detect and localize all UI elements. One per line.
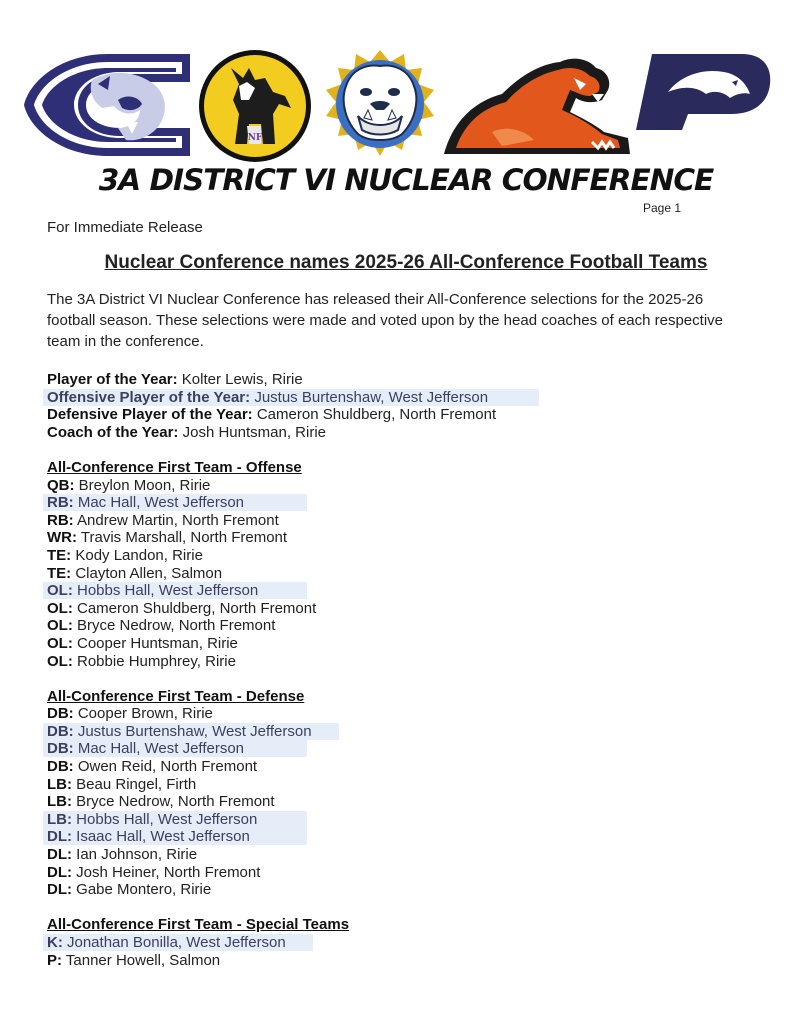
position-label: DL: xyxy=(47,846,72,864)
intro-paragraph: The 3A District VI Nuclear Conference has released their All-Conference selections for the 2025-26 football season. These selections were made and voted upon by the head coaches of each respective team in the conference. xyxy=(47,291,723,350)
svg-text:NF: NF xyxy=(247,133,263,143)
list-item xyxy=(47,565,496,583)
player-name: Bryce Nedrow, North Fremont xyxy=(77,617,276,635)
section-heading-offense: All-Conference First Team - Offense xyxy=(47,458,302,476)
award-value: Kolter Lewis, Ririe xyxy=(181,371,303,388)
player-name: Owen Reid, North Fremont xyxy=(77,758,258,776)
position-label: DB: xyxy=(47,705,74,723)
husky-logo xyxy=(195,48,315,164)
list-item xyxy=(47,653,496,671)
position-label: WR: xyxy=(47,529,77,547)
player-name: Gabe Montero, Ririe xyxy=(76,881,212,899)
position-label: DB: xyxy=(47,740,74,758)
player-name: Beau Ringel, Firth xyxy=(76,775,197,793)
list-item xyxy=(47,758,496,776)
player-name: Cooper Huntsman, Ririe xyxy=(77,634,238,652)
list-item xyxy=(47,705,496,723)
position-label: LB: xyxy=(47,810,72,828)
conference-title: 3A DISTRICT VI NUCLEAR CONFERENCE xyxy=(98,163,714,197)
position-label: K: xyxy=(47,934,63,951)
award-value: Justus Burtenshaw, West Jefferson xyxy=(254,388,489,406)
position-label: RB: xyxy=(47,494,74,512)
player-name: Cooper Brown, Ririe xyxy=(77,705,213,723)
list-item xyxy=(47,529,496,547)
player-name: Breylon Moon, Ririe xyxy=(78,476,211,494)
position-label: DB: xyxy=(47,758,74,776)
award-label: Player of the Year: xyxy=(47,371,178,388)
section-heading-special-teams: All-Conference First Team - Special Teams xyxy=(47,916,350,934)
release-label: For Immediate Release xyxy=(47,219,203,236)
position-label: OL: xyxy=(47,617,73,635)
position-label: DB: xyxy=(47,722,74,740)
bear-logo xyxy=(442,54,632,158)
list-item xyxy=(47,512,496,530)
position-label: TE: xyxy=(47,564,72,582)
position-label: RB: xyxy=(47,511,74,529)
player-name: Justus Burtenshaw, West Jefferson xyxy=(77,722,312,740)
award-label: Defensive Player of the Year: xyxy=(47,406,253,424)
player-name: Mac Hall, West Jefferson xyxy=(77,740,245,758)
player-name: Robbie Humphrey, Ririe xyxy=(77,652,236,670)
player-name: Hobbs Hall, West Jefferson xyxy=(76,810,258,828)
award-coach xyxy=(47,424,496,442)
position-label: OL: xyxy=(47,582,73,600)
player-name: Isaac Hall, West Jefferson xyxy=(76,828,250,846)
list-item xyxy=(47,600,496,618)
list-item xyxy=(47,547,496,565)
list-item xyxy=(47,881,496,899)
player-name: Kody Landon, Ririe xyxy=(75,546,203,564)
player-name: Josh Heiner, North Fremont xyxy=(76,863,261,881)
position-label: P: xyxy=(47,951,62,969)
list-item xyxy=(47,477,496,495)
award-label: Coach of the Year: xyxy=(47,423,179,441)
position-label: TE: xyxy=(47,546,72,564)
list-item xyxy=(47,934,496,952)
headline: Nuclear Conference names 2025-26 All-Conference Football Teams xyxy=(104,252,708,273)
position-label: DL: xyxy=(47,828,72,846)
position-label: OL: xyxy=(47,599,73,617)
award-offensive-player xyxy=(47,389,496,407)
player-name: Andrew Martin, North Fremont xyxy=(77,511,279,529)
list-item xyxy=(47,723,496,741)
list-item xyxy=(47,617,496,635)
selections-list xyxy=(47,371,496,969)
player-name: Travis Marshall, North Fremont xyxy=(80,529,288,547)
list-item xyxy=(47,494,496,512)
award-value: Cameron Shuldberg, North Fremont xyxy=(256,406,497,424)
position-label: OL: xyxy=(47,652,73,670)
list-item xyxy=(47,740,496,758)
list-item xyxy=(47,793,496,811)
list-item xyxy=(47,864,496,882)
player-name: Clayton Allen, Salmon xyxy=(75,564,223,582)
position-label: OL: xyxy=(47,634,73,652)
award-label: Offensive Player of the Year: xyxy=(47,388,251,406)
player-name: Tanner Howell, Salmon xyxy=(65,951,221,969)
list-item xyxy=(47,846,496,864)
position-label: LB: xyxy=(47,775,72,793)
player-name: Ian Johnson, Ririe xyxy=(76,846,198,864)
panther-p-logo xyxy=(632,52,772,132)
list-item xyxy=(47,952,496,970)
position-label: LB: xyxy=(47,793,72,811)
list-item xyxy=(47,582,496,600)
position-label: DL: xyxy=(47,863,72,881)
section-heading-defense: All-Conference First Team - Defense xyxy=(47,687,305,705)
player-name: Mac Hall, West Jefferson xyxy=(77,494,245,512)
list-item xyxy=(47,811,496,829)
logo-strip xyxy=(0,40,791,170)
player-name: Bryce Nedrow, North Fremont xyxy=(76,793,275,811)
cougar-logo xyxy=(22,50,194,160)
page-number: Page 1 xyxy=(643,201,682,215)
player-name: Jonathan Bonilla, West Jefferson xyxy=(67,934,286,951)
award-value: Josh Huntsman, Ririe xyxy=(182,423,326,441)
position-label: DL: xyxy=(47,881,72,899)
player-name: Hobbs Hall, West Jefferson xyxy=(77,582,259,600)
award-player-of-year xyxy=(47,371,496,389)
bulldog-logo xyxy=(318,46,442,168)
award-defensive-player xyxy=(47,406,496,424)
list-item xyxy=(47,776,496,794)
position-label: QB: xyxy=(47,476,75,494)
list-item xyxy=(47,828,496,846)
player-name: Cameron Shuldberg, North Fremont xyxy=(77,599,317,617)
list-item xyxy=(47,635,496,653)
